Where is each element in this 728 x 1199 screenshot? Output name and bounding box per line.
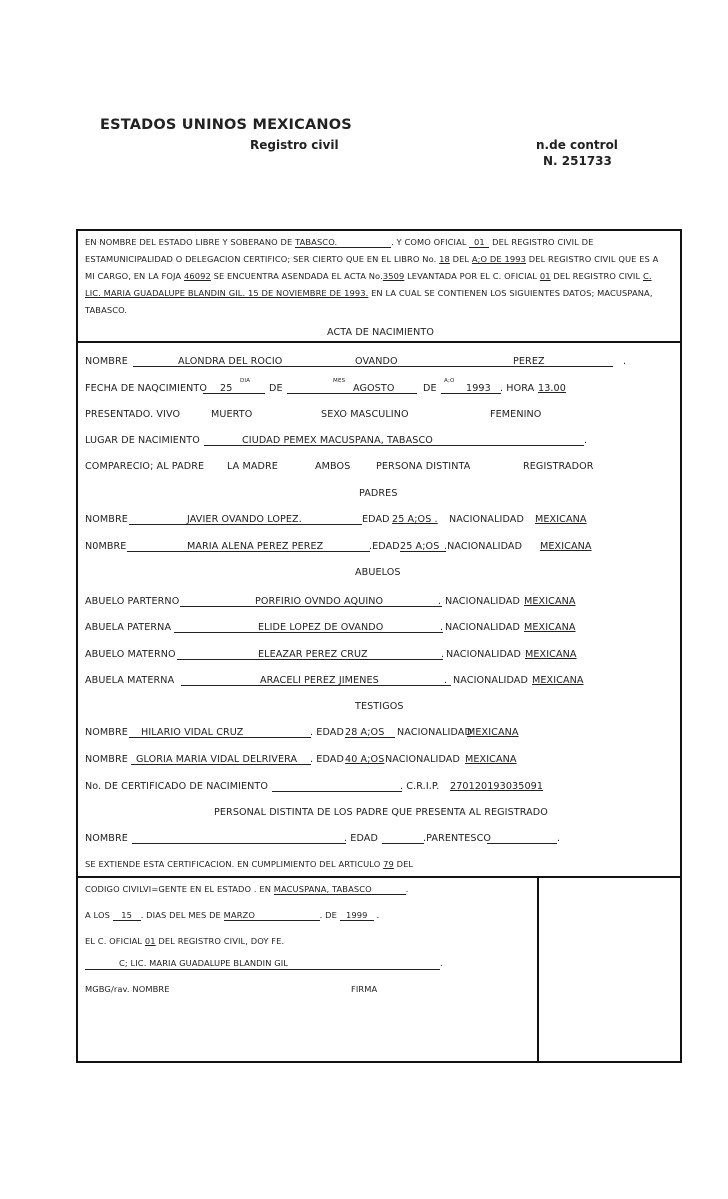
- lugar-label: LUGAR DE NACIMIENTO: [85, 435, 200, 446]
- comparecio-persona: PERSONA DISTINTA: [376, 461, 471, 472]
- mother-age: 25 A;OS: [400, 541, 440, 552]
- testigos-heading: TESTIGOS: [355, 701, 404, 712]
- abuela-label: ABUELA MATERNA: [85, 675, 175, 686]
- witness-2-edad-label: . EDAD: [310, 754, 344, 765]
- comparecio-padre: COMPARECIO; AL PADRE: [85, 461, 205, 472]
- mother-nationality: MEXICANA: [540, 541, 592, 552]
- madre-nacionalidad-label: .NACIONALIDAD: [444, 541, 523, 552]
- birth-month: AGOSTO: [353, 383, 395, 394]
- divider-line: [537, 876, 539, 1062]
- witness-1-nationality: MEXICANA: [467, 727, 519, 738]
- mother-name: MARIA ALENA PEREZ PEREZ: [187, 541, 324, 552]
- row-end-dot: .: [623, 356, 627, 367]
- certificado-label: No. DE CERTIFICADO DE NACIMIENTO: [85, 781, 269, 792]
- witness-1-age: 28 A;OS: [345, 727, 385, 738]
- divider-line: [76, 876, 682, 878]
- crip-number: 270120193035091: [450, 781, 544, 792]
- row-end-dot: .: [557, 833, 561, 844]
- divider-line: [76, 341, 682, 343]
- document-subtitle: Registro civil: [250, 138, 339, 152]
- mgbg-nombre: MGBG/rav. NOMBRE: [85, 984, 170, 994]
- grandparent-nationality: MEXICANA: [524, 596, 576, 607]
- oficial-line: EL C. OFICIAL 01 DEL REGISTRO CIVIL, DOY FE.: [85, 936, 285, 946]
- hora-label: . HORA: [500, 383, 535, 394]
- abuelo-label: ABUELO MATERNO: [85, 649, 176, 660]
- row-end-dot: .: [444, 675, 448, 686]
- madre-nombre-label: N0MBRE: [85, 541, 127, 552]
- row-end-dot: .: [438, 596, 442, 607]
- muerto-label: MUERTO: [211, 409, 253, 420]
- intro-line-1: EN NOMBRE DEL ESTADO LIBRE Y SOBERANO DE TABASCO. . Y COMO OFICIAL 01 DEL REGISTRO CIVIL DE: [85, 237, 594, 247]
- witness-2-age: 40 A;OS: [345, 754, 385, 765]
- grandparent-nationality: MEXICANA: [532, 675, 584, 686]
- sexo-masculino: SEXO MASCULINO: [321, 409, 409, 420]
- birth-time: 13.00: [538, 383, 566, 394]
- dia-caption: DIA: [240, 378, 251, 384]
- femenino-label: FEMENINO: [490, 409, 542, 420]
- child-name: ALONDRA DEL ROCIO: [178, 356, 283, 367]
- field-underline: [487, 843, 557, 844]
- testigo-nombre-label: NOMBRE: [85, 727, 128, 738]
- crip-label: . C.R.I.P.: [400, 781, 440, 792]
- field-underline: [382, 843, 424, 844]
- field-underline: [132, 843, 346, 844]
- nacionalidad-label: NACIONALIDAD: [453, 675, 528, 686]
- personal-heading: PERSONAL DISTINTA DE LOS PADRE QUE PRESENTA AL REGISTRADO: [214, 807, 548, 818]
- nacionalidad-label: NACIONALIDAD: [449, 514, 524, 525]
- child-surname-1: OVANDO: [355, 356, 398, 367]
- nacionalidad-label: NACIONALIDAD: [385, 754, 460, 765]
- nacionalidad-label: NACIONALIDAD: [446, 649, 521, 660]
- row-end-dot: .: [440, 958, 443, 968]
- birth-year: 1993: [466, 383, 491, 394]
- de-label: DE: [423, 383, 437, 394]
- row-end-dot: .: [584, 435, 588, 446]
- testigo-nombre-label: NOMBRE: [85, 754, 128, 765]
- paternal-grandmother: ELIDE LOPEZ DE OVANDO: [258, 622, 384, 633]
- intro-line-2: ESTAMUNICIPALIDAD O DELEGACION CERTIFICO; SER CIERTO QUE EN EL LIBRO No. 18 DEL A;O DE 1993 DEL REGISTRO CIVIL QUE ES A: [85, 254, 659, 264]
- control-label: n.de control: [536, 138, 618, 152]
- grandparent-nationality: MEXICANA: [525, 649, 577, 660]
- fecha-label: FECHA DE NAQCIMIENTO: [85, 383, 208, 394]
- witness-2-name: GLORIA MARIA VIDAL DELRIVERA: [136, 754, 298, 765]
- child-surname-2: PEREZ: [513, 356, 545, 367]
- paternal-grandfather: PORFIRIO OVNDO AQUINO: [255, 596, 384, 607]
- acta-heading: ACTA DE NACIMIENTO: [327, 327, 434, 338]
- padre-edad-label: EDAD: [362, 514, 390, 525]
- nacionalidad-label: NACIONALIDAD: [445, 622, 520, 633]
- maternal-grandfather: ELEAZAR PEREZ CRUZ: [258, 649, 368, 660]
- mes-caption: MES: [333, 378, 346, 384]
- father-age: 25 A;OS .: [392, 514, 438, 525]
- row-end-dot: .: [440, 622, 444, 633]
- comparecio-ambos: AMBOS: [315, 461, 351, 472]
- father-name: JAVIER OVANDO LOPEZ.: [187, 514, 302, 525]
- abuelos-heading: ABUELOS: [355, 567, 401, 578]
- personal-nombre-label: NOMBRE: [85, 833, 128, 844]
- field-underline: [85, 969, 440, 970]
- intro-line-4: LIC. MARIA GUADALUPE BLANDIN GIL. 15 DE NOVIEMBRE DE 1993. EN LA CUAL SE CONTIENEN LOS SIGUIENTES DATOS; MACUSPANA,: [85, 288, 653, 298]
- abuela-label: ABUELA PATERNA: [85, 622, 172, 633]
- comparecio-madre: LA MADRE: [227, 461, 278, 472]
- personal-edad-label: . EDAD: [344, 833, 378, 844]
- document-title: ESTADOS UNINOS MEXICANOS: [100, 117, 352, 133]
- field-underline: [287, 393, 417, 394]
- birth-day: 25: [220, 383, 233, 394]
- nacionalidad-label: NACIONALIDAD: [397, 727, 472, 738]
- ano-caption: A;O: [444, 378, 455, 384]
- witness-1-name: HILARIO VIDAL CRUZ: [141, 727, 244, 738]
- de-label: DE: [269, 383, 283, 394]
- father-nationality: MEXICANA: [535, 514, 587, 525]
- comparecio-registrador: REGISTRADOR: [523, 461, 594, 472]
- parentesco-label: .PARENTESCO: [423, 833, 492, 844]
- control-number: N. 251733: [543, 154, 612, 168]
- extiende-line: SE EXTIENDE ESTA CERTIFICACION. EN CUMPLIMIENTO DEL ARTICULO 79 DEL: [85, 859, 414, 869]
- presentado-vivo: PRESENTADO. VIVO: [85, 409, 181, 420]
- padres-heading: PADRES: [359, 488, 398, 499]
- nacionalidad-label: NACIONALIDAD: [445, 596, 520, 607]
- grandparent-nationality: MEXICANA: [524, 622, 576, 633]
- firma-label: FIRMA: [351, 984, 378, 994]
- fecha-expedicion: A LOS 15 . DIAS DEL MES DE MARZO . DE 1999 .: [85, 910, 380, 920]
- row-end-dot: .: [441, 649, 445, 660]
- maternal-grandmother: ARACELI PEREZ JIMENES: [260, 675, 379, 686]
- padre-nombre-label: NOMBRE: [85, 514, 128, 525]
- field-underline: [203, 393, 265, 394]
- intro-line-3: MI CARGO, EN LA FOJA 46092 SE ENCUENTRA ASENDADA EL ACTA No.3509 LEVANTADA POR EL C. OFICIAL 01 DEL REGISTRO CIVIL C.: [85, 271, 652, 281]
- witness-1-edad-label: . EDAD: [310, 727, 344, 738]
- nombre-label: NOMBRE: [85, 356, 128, 367]
- oficial-name: C; LIC. MARIA GUADALUPE BLANDIN GIL: [119, 958, 289, 968]
- field-underline: [272, 791, 402, 792]
- abuelo-label: ABUELO PARTERNO: [85, 596, 180, 607]
- intro-line-5: TABASCO.: [85, 305, 128, 315]
- codigo-line: CODIGO CIVILVI=GENTE EN EL ESTADO . EN MACUSPANA, TABASCO .: [85, 884, 409, 894]
- birth-place: CIUDAD PEMEX MACUSPANA, TABASCO: [242, 435, 433, 446]
- witness-2-nationality: MEXICANA: [465, 754, 517, 765]
- madre-edad-label: .EDAD: [369, 541, 400, 552]
